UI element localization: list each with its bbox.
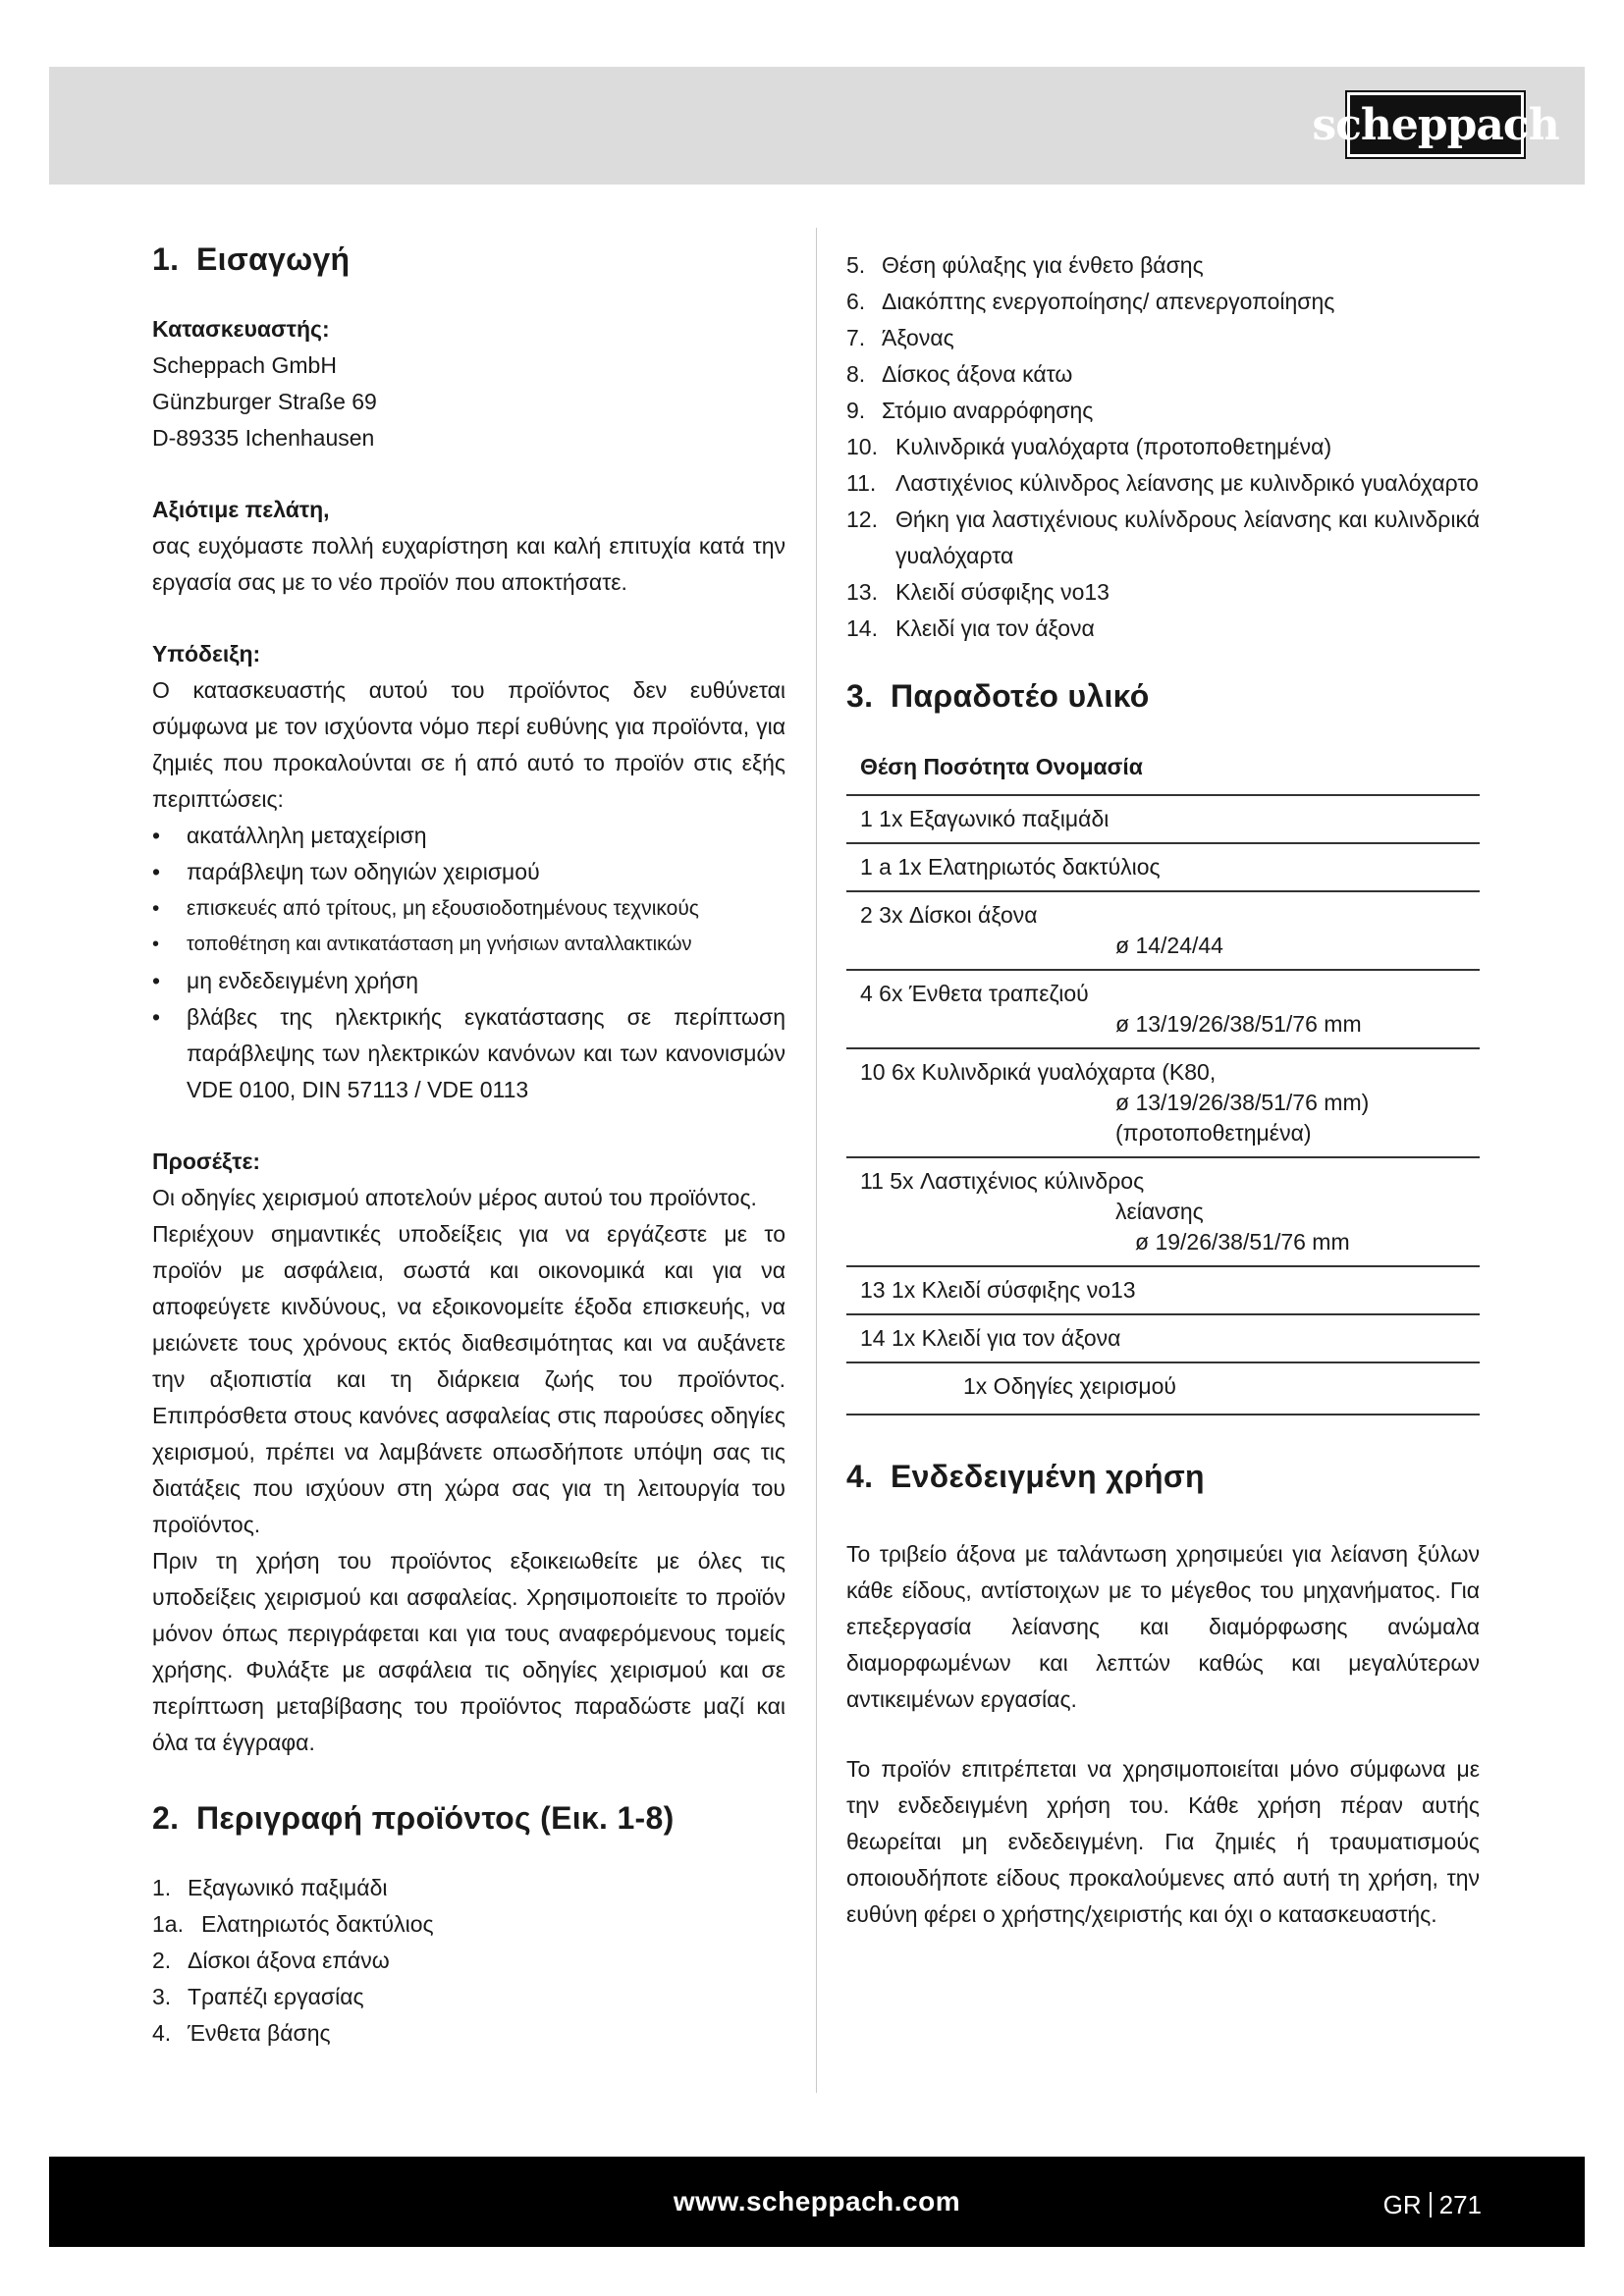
table-cell: 14 1x Κλειδί για τον άξονα [846, 1314, 1480, 1362]
list-item: • επισκευές από τρίτους, μη εξουσιοδοτημένους τεχνικούς [152, 890, 785, 927]
list-item: 8. Δίσκος άξονα κάτω [846, 361, 1073, 387]
table-cell: 1x Οδηγίες χειρισμού [846, 1362, 1480, 1415]
website-url[interactable]: www.scheppach.com [673, 2186, 961, 2216]
table-header: Θέση Ποσότητα Ονομασία [846, 742, 1480, 795]
parts-list [152, 1870, 785, 2052]
table-cell: 13 1x Κλειδί σύσφιξης νο13 [846, 1266, 1480, 1314]
list-item: 14. Κλειδί για τον άξονα [846, 615, 1095, 641]
language-code: GR [1382, 2190, 1422, 2219]
column-divider [816, 228, 817, 2093]
delivery-table [846, 742, 1480, 1415]
list-item: 5. Θέση φύλαξης για ένθετο βάσης [846, 252, 1204, 278]
table-row [846, 1314, 1480, 1362]
table-row [846, 795, 1480, 843]
attention-text: Περιέχουν σημαντικές υποδείξεις για να εργάζεστε με το προϊόν με ασφάλεια, σωστά και οικονομικά και για να αποφεύγετε κινδύνους, να εξοικονομείτε έξοδα επισκευής, να μειώνετε τους χρόνους εκτός διαθεσιμότητας και να αυξάνετε την αξιοπιστία και τη διάρκεια ζωής του προϊόντος. Επιπρόσθετα στους κανόνες ασφαλείας στις παρούσες οδηγίες χειρισμού, πρέπει να λαμβάνετε οπωσδήποτε υπόψη σας τις διατάξεις που ισχύουν στη χώρα σας για τη λειτουργία του προϊόντος. [152, 1221, 785, 1537]
list-item: 10. Κυλινδρικά γυαλόχαρτα (προτοποθετημένα) [846, 434, 1332, 459]
list-item: 7. Άξονας [846, 325, 954, 350]
list-item: 9. Στόμιο αναρρόφησης [846, 398, 1094, 423]
list-item: 4. Ένθετα βάσης [152, 2020, 331, 2046]
attention-text: Πριν τη χρήση του προϊόντος εξοικειωθείτε με όλες τις υποδείξεις χειρισμού και ασφαλείας. Χρησιμοποιείτε το προϊόν μόνον όπως περιγράφεται και για τους αναφερόμενους τομείς χρήσης. Φυλάξτε με ασφάλεια τις οδηγίες χειρισμού και σε περίπτωση μεταβίβασης του προϊόντος παραδώστε μαζί και όλα τα έγγραφα. [152, 1548, 785, 1755]
intended-use-text: Το προϊόν επιτρέπεται να χρησιμοποιείται μόνο σύμφωνα με την ενδεδειγμένη χρήση του. Κάθε χρήση πέραν αυτής θεωρείται μη ενδεδειγμένη. Για ζημιές ή τραυματισμούς οποιουδήποτε είδους προκαλούμενες από αυτή τη χρήση, την ευθύνη φέρει ο χρήστης/χειριστής και όχι ο κατασκευαστής. [846, 1756, 1480, 1927]
table-row [846, 1362, 1480, 1415]
list-item: 2. Δίσκοι άξονα επάνω [152, 1948, 390, 1973]
dear-customer-text: σας ευχόμαστε πολλή ευχαρίστηση και καλή επιτυχία κατά την εργασία σας με το νέο προϊόν που αποκτήσατε. [152, 533, 785, 595]
table-cell: 10 6x Κυλινδρικά γυαλόχαρτα (K80, ø 13/19/26/38/51/76 mm) (προτοποθετημένα) [846, 1048, 1480, 1157]
intended-use-text: Το τριβείο άξονα με ταλάντωση χρησιμεύει για λείανση ξύλων κάθε είδους, αντίστοιχων με το μέγεθος του μηχανήματος. Για επεξεργασία λείανσης και διαμόρφωσης ανώμαλα διαμορφωμένων και λεπτών καθώς και μεγαλύτερων αντικειμένων εργασίας. [846, 1541, 1480, 1712]
table-row [846, 1048, 1480, 1157]
list-item: • ακατάλληλη μεταχείριση [152, 818, 785, 854]
table-row [846, 843, 1480, 891]
table-header-row [846, 742, 1480, 795]
list-item: 12. Θήκη για λαστιχένιους κυλίνδρους λείανσης και κυλινδρικά γυαλόχαρτα [846, 507, 1480, 568]
attention-label: Προσέξτε: [152, 1148, 261, 1174]
right-column [846, 218, 1480, 1933]
section-3-heading: 3. Παραδοτέο υλικό [846, 678, 1150, 714]
header-band [49, 67, 1585, 185]
list-item: 11. Λαστιχένιος κύλινδρος λείανσης με κυλινδρικό γυαλόχαρτο [846, 470, 1479, 496]
manufacturer-line: Günzburger Straße 69 [152, 389, 377, 414]
section-4-heading: 4. Ενδεδειγμένη χρήση [846, 1459, 1205, 1494]
manufacturer-label: Κατασκευαστής: [152, 316, 330, 342]
manufacturer-line: Scheppach GmbH [152, 352, 337, 378]
table-cell: 1 a 1x Ελατηριωτός δακτύλιος [846, 843, 1480, 891]
table-cell: 2 3x Δίσκοι άξονα ø 14/24/44 [846, 891, 1480, 970]
manufacturer-line: D-89335 Ichenhausen [152, 425, 375, 451]
attention-text: Οι οδηγίες χειρισμού αποτελούν μέρος αυτού του προϊόντος. [152, 1185, 757, 1210]
table-row [846, 970, 1480, 1048]
page-number: 271 [1438, 2190, 1482, 2219]
section-2-heading: 2. Περιγραφή προϊόντος (Εικ. 1-8) [152, 1800, 675, 1836]
table-row [846, 891, 1480, 970]
list-item: 1a. Ελατηριωτός δακτύλιος [152, 1911, 434, 1937]
separator [1430, 2192, 1432, 2217]
list-item: • μη ενδεδειγμένη χρήση [152, 963, 785, 999]
table-cell: 4 6x Ένθετα τραπεζιού ø 13/19/26/38/51/76 mm [846, 970, 1480, 1048]
list-item: 3. Τραπέζι εργασίας [152, 1984, 364, 2009]
list-item: 6. Διακόπτης ενεργοποίησης/ απενεργοποίησης [846, 289, 1335, 314]
table-cell: 11 5x Λαστιχένιος κύλινδρος λείανσης ø 19/26/38/51/76 mm [846, 1157, 1480, 1266]
liability-list [152, 818, 785, 1108]
parts-list-continued [846, 247, 1480, 647]
list-item: 1. Εξαγωνικό παξιμάδι [152, 1875, 388, 1900]
footer-bar [49, 2157, 1585, 2247]
note-label: Υπόδειξη: [152, 641, 261, 667]
table-row [846, 1157, 1480, 1266]
dear-customer-label: Αξιότιμε πελάτη, [152, 497, 330, 522]
list-item: • τοποθέτηση και αντικατάσταση μη γνήσιων ανταλλακτικών [152, 927, 785, 963]
list-item: • βλάβες της ηλεκτρικής εγκατάστασης σε περίπτωση παράβλεψης των ηλεκτρικών κανόνων και των κανονισμών VDE 0100, DIN 57113 / VDE 0113 [152, 999, 785, 1108]
list-item: 13. Κλειδί σύσφιξης νο13 [846, 579, 1110, 605]
table-cell: 1 1x Εξαγωνικό παξιμάδι [846, 795, 1480, 843]
table-row [846, 1266, 1480, 1314]
left-column [152, 218, 785, 2052]
page-indicator [1383, 2190, 1482, 2220]
scheppach-logo: scheppach [1347, 92, 1524, 157]
list-item: • παράβλεψη των οδηγιών χειρισμού [152, 854, 785, 890]
note-text: Ο κατασκευαστής αυτού του προϊόντος δεν ευθύνεται σύμφωνα με τον ισχύοντα νόμο περί ευθύνης για προϊόντα, για ζημιές που προκαλούνται σε ή από αυτό το προϊόν στις εξής περιπτώσεις: [152, 677, 785, 812]
section-1-heading: 1. Εισαγωγή [152, 241, 351, 277]
